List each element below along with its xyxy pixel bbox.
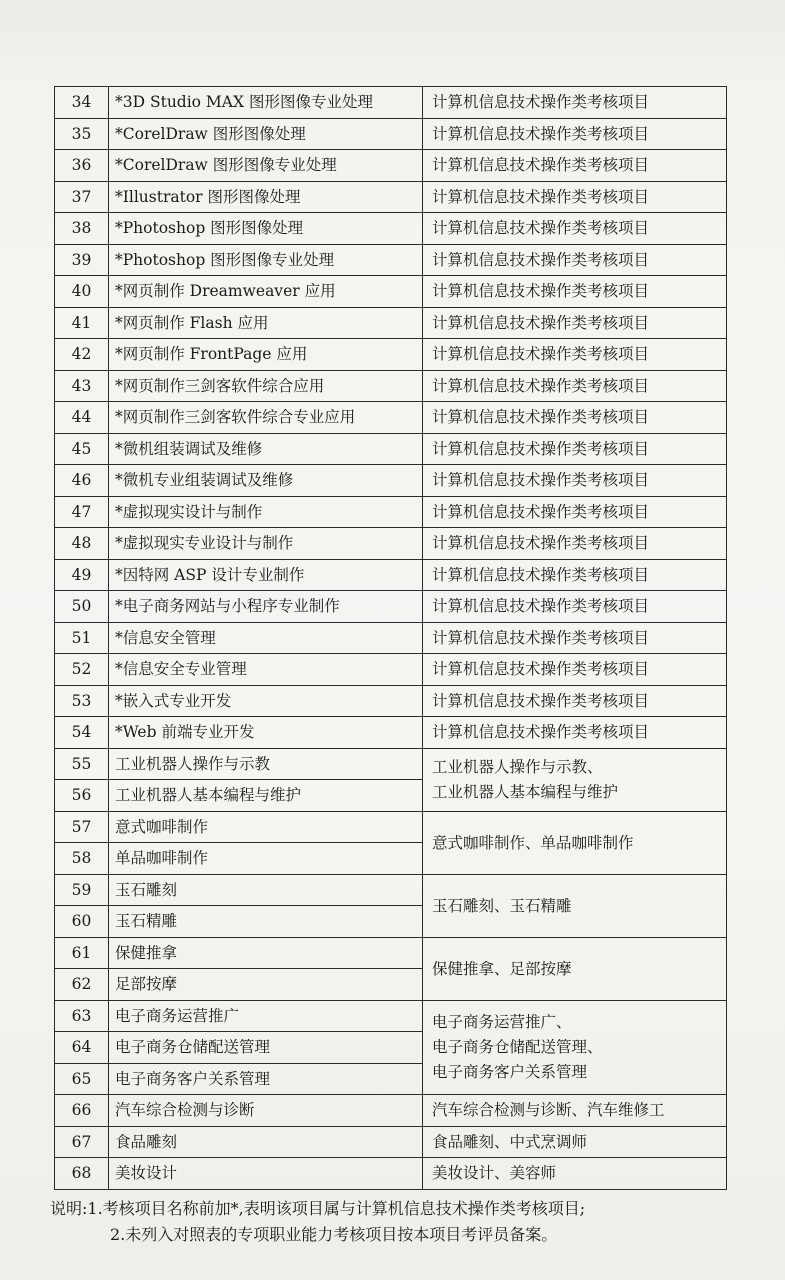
table-row (55, 244, 727, 276)
row-number: 41 (55, 307, 109, 339)
row-number: 67 (55, 1126, 109, 1158)
table-row (55, 591, 727, 623)
item-name: 汽车综合检测与诊断 (109, 1095, 423, 1127)
category-name (423, 1095, 727, 1127)
item-name: 玉石雕刻 (109, 874, 423, 906)
table-row (55, 276, 727, 308)
category-name (423, 1126, 727, 1158)
row-number: 49 (55, 559, 109, 591)
note-line-2: 2.未列入对照表的专项职业能力考核项目按本项目考评员备案。 (110, 1225, 558, 1244)
item-name: 电子商务仓储配送管理 (109, 1032, 423, 1064)
category-line: 电子商务客户关系管理 (432, 1062, 588, 1081)
category-name: 计算机信息技术操作类考核项目 (423, 276, 727, 308)
table-row (55, 370, 727, 402)
category-line: 汽车综合检测与诊断、汽车维修工 (432, 1101, 665, 1120)
category-line: 保健推拿、足部按摩 (432, 959, 572, 978)
row-number: 54 (55, 717, 109, 749)
row-number: 57 (55, 811, 109, 843)
item-name: 保健推拿 (109, 937, 423, 969)
item-name: 足部按摩 (109, 969, 423, 1001)
category-name: 计算机信息技术操作类考核项目 (423, 213, 727, 245)
table-row (55, 118, 727, 150)
category-line: 玉石雕刻、玉石精雕 (432, 896, 572, 915)
row-number: 60 (55, 906, 109, 938)
row-number: 56 (55, 780, 109, 812)
row-number: 38 (55, 213, 109, 245)
category-name (423, 874, 727, 937)
row-number: 45 (55, 433, 109, 465)
category-name: 计算机信息技术操作类考核项目 (423, 181, 727, 213)
row-number: 58 (55, 843, 109, 875)
category-name: 计算机信息技术操作类考核项目 (423, 402, 727, 434)
item-name: 意式咖啡制作 (109, 811, 423, 843)
item-name: 单品咖啡制作 (109, 843, 423, 875)
category-name: 计算机信息技术操作类考核项目 (423, 433, 727, 465)
row-number: 39 (55, 244, 109, 276)
row-number: 36 (55, 150, 109, 182)
table-row (55, 622, 727, 654)
category-name (423, 1158, 727, 1190)
table-row (55, 339, 727, 371)
item-name: *Web 前端专业开发 (109, 717, 423, 749)
row-number: 64 (55, 1032, 109, 1064)
item-name: 美妆设计 (109, 1158, 423, 1190)
item-name: *虚拟现实专业设计与制作 (109, 528, 423, 560)
row-number: 63 (55, 1000, 109, 1032)
row-number: 68 (55, 1158, 109, 1190)
table-row (55, 1126, 727, 1158)
row-number: 43 (55, 370, 109, 402)
row-number: 40 (55, 276, 109, 308)
category-name: 计算机信息技术操作类考核项目 (423, 465, 727, 497)
table-row (55, 685, 727, 717)
row-number: 62 (55, 969, 109, 1001)
item-name: 电子商务运营推广 (109, 1000, 423, 1032)
row-number: 37 (55, 181, 109, 213)
category-name: 计算机信息技术操作类考核项目 (423, 717, 727, 749)
category-line: 工业机器人基本编程与维护 (432, 782, 619, 801)
category-line: 工业机器人操作与示教、 (432, 757, 603, 776)
table-row (55, 528, 727, 560)
row-number: 61 (55, 937, 109, 969)
category-name: 计算机信息技术操作类考核项目 (423, 496, 727, 528)
item-name: *电子商务网站与小程序专业制作 (109, 591, 423, 623)
notes (50, 1196, 770, 1248)
category-name: 计算机信息技术操作类考核项目 (423, 528, 727, 560)
item-name: *网页制作 Dreamweaver 应用 (109, 276, 423, 308)
category-name: 计算机信息技术操作类考核项目 (423, 591, 727, 623)
table-row (55, 874, 727, 906)
row-number: 34 (55, 87, 109, 119)
category-name: 计算机信息技术操作类考核项目 (423, 370, 727, 402)
category-name (423, 937, 727, 1000)
category-name (423, 748, 727, 811)
table-row (55, 213, 727, 245)
row-number: 42 (55, 339, 109, 371)
category-line: 食品雕刻、中式烹调师 (432, 1132, 588, 1151)
table-row (55, 717, 727, 749)
category-line: 美妆设计、美容师 (432, 1164, 557, 1183)
category-line: 电子商务仓储配送管理、 (432, 1037, 603, 1056)
category-name: 计算机信息技术操作类考核项目 (423, 654, 727, 686)
category-name: 计算机信息技术操作类考核项目 (423, 150, 727, 182)
item-name: *微机专业组装调试及维修 (109, 465, 423, 497)
table-row (55, 87, 727, 119)
row-number: 53 (55, 685, 109, 717)
row-number: 65 (55, 1063, 109, 1095)
table-row (55, 748, 727, 780)
table-row (55, 1158, 727, 1190)
category-name: 计算机信息技术操作类考核项目 (423, 559, 727, 591)
table-row (55, 937, 727, 969)
assessment-table (54, 86, 727, 1190)
row-number: 52 (55, 654, 109, 686)
item-name: 工业机器人操作与示教 (109, 748, 423, 780)
table-row (55, 150, 727, 182)
item-name: 电子商务客户关系管理 (109, 1063, 423, 1095)
row-number: 55 (55, 748, 109, 780)
table-body (55, 87, 727, 1190)
row-number: 50 (55, 591, 109, 623)
row-number: 66 (55, 1095, 109, 1127)
item-name: 食品雕刻 (109, 1126, 423, 1158)
item-name: *网页制作 Flash 应用 (109, 307, 423, 339)
item-name: *Photoshop 图形图像处理 (109, 213, 423, 245)
item-name: *微机组装调试及维修 (109, 433, 423, 465)
category-name: 计算机信息技术操作类考核项目 (423, 307, 727, 339)
item-name: *因特网 ASP 设计专业制作 (109, 559, 423, 591)
category-name (423, 1000, 727, 1095)
table-row (55, 811, 727, 843)
category-name: 计算机信息技术操作类考核项目 (423, 339, 727, 371)
item-name: *CorelDraw 图形图像处理 (109, 118, 423, 150)
item-name: 玉石精雕 (109, 906, 423, 938)
item-name: *嵌入式专业开发 (109, 685, 423, 717)
item-name: 工业机器人基本编程与维护 (109, 780, 423, 812)
row-number: 47 (55, 496, 109, 528)
item-name: *3D Studio MAX 图形图像专业处理 (109, 87, 423, 119)
category-line: 意式咖啡制作、单品咖啡制作 (432, 833, 634, 852)
category-name: 计算机信息技术操作类考核项目 (423, 118, 727, 150)
item-name: *信息安全管理 (109, 622, 423, 654)
table-row (55, 654, 727, 686)
table-row (55, 307, 727, 339)
item-name: *虚拟现实设计与制作 (109, 496, 423, 528)
item-name: *网页制作 FrontPage 应用 (109, 339, 423, 371)
row-number: 46 (55, 465, 109, 497)
item-name: *Photoshop 图形图像专业处理 (109, 244, 423, 276)
category-line: 电子商务运营推广、 (432, 1012, 572, 1031)
item-name: *网页制作三剑客软件综合专业应用 (109, 402, 423, 434)
table-row (55, 465, 727, 497)
category-name (423, 811, 727, 874)
table-row (55, 496, 727, 528)
category-name: 计算机信息技术操作类考核项目 (423, 87, 727, 119)
category-name: 计算机信息技术操作类考核项目 (423, 244, 727, 276)
item-name: *CorelDraw 图形图像专业处理 (109, 150, 423, 182)
category-name: 计算机信息技术操作类考核项目 (423, 685, 727, 717)
row-number: 51 (55, 622, 109, 654)
item-name: *Illustrator 图形图像处理 (109, 181, 423, 213)
table-row (55, 433, 727, 465)
row-number: 48 (55, 528, 109, 560)
item-name: *网页制作三剑客软件综合应用 (109, 370, 423, 402)
row-number: 44 (55, 402, 109, 434)
table-row (55, 1095, 727, 1127)
item-name: *信息安全专业管理 (109, 654, 423, 686)
row-number: 35 (55, 118, 109, 150)
row-number: 59 (55, 874, 109, 906)
table-row (55, 402, 727, 434)
table-row (55, 559, 727, 591)
table-row (55, 181, 727, 213)
category-name: 计算机信息技术操作类考核项目 (423, 622, 727, 654)
table-row (55, 1000, 727, 1032)
note-line-1: 说明:1.考核项目名称前加*,表明该项目属与计算机信息技术操作类考核项目; (50, 1199, 586, 1218)
